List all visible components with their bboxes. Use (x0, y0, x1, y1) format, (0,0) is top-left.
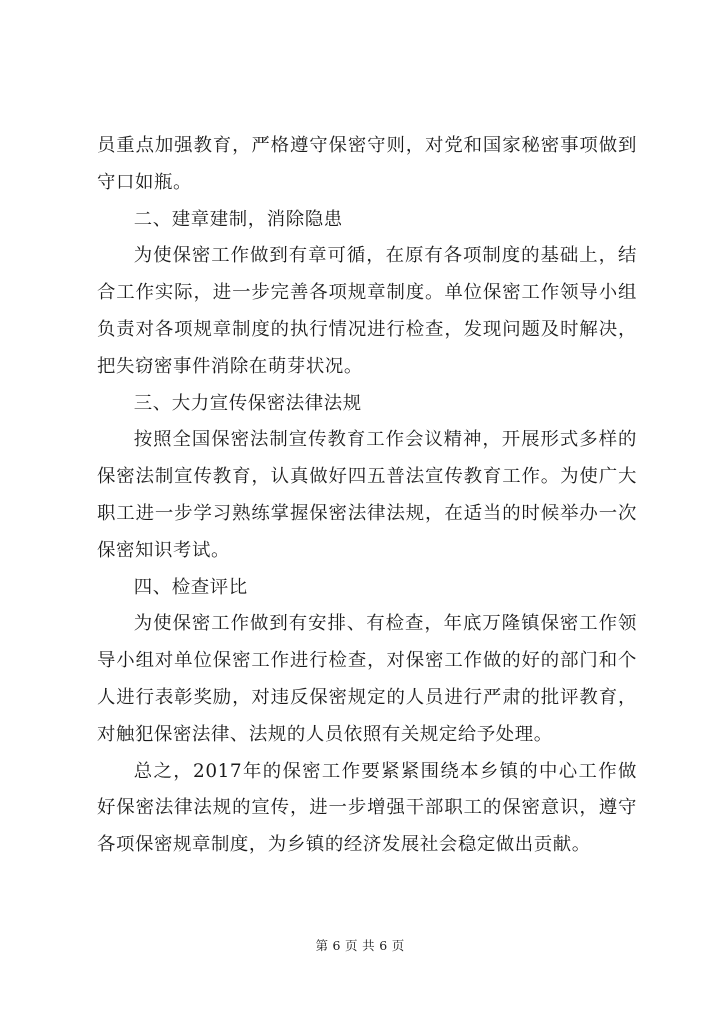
section-heading-3: 三、大力宣传保密法律法规 (133, 392, 362, 414)
section-heading-2: 二、建章建制，消除隐患 (133, 208, 343, 230)
document-body (97, 128, 637, 864)
paragraph-section-4: 为使保密工作做到有安排、有检查，年底万隆镇保密工作领导小组对单位保密工作进行检查，对保密工作做的好的部门和个人进行表彰奖励，对违反保密规定的人员进行严肃的批评教育，对触犯保密法律、法规的人员依照有关规定给予处理。 (97, 613, 637, 745)
paragraph-section-2: 为使保密工作做到有章可循，在原有各项制度的基础上，结合工作实际，进一步完善各项规章制度。单位保密工作领导小组负责对各项规章制度的执行情况进行检查，发现问题及时解决，把失窃密事件消除在萌芽状况。 (97, 245, 637, 377)
section-heading-4: 四、检查评比 (133, 576, 248, 598)
paragraph-conclusion: 总之，2017年的保密工作要紧紧围绕本乡镇的中心工作做好保密法律法规的宣传，进一步增强干部职工的保密意识，遵守各项保密规章制度，为乡镇的经济发展社会稳定做出贡献。 (97, 760, 637, 856)
paragraph-continuation: 员重点加强教育，严格遵守保密守则，对党和国家秘密事项做到守口如瓶。 (97, 135, 637, 193)
paragraph-section-3: 按照全国保密法制宣传教育工作会议精神，开展形式多样的保密法制宣传教育，认真做好四五普法宣传教育工作。为使广大职工进一步学习熟练掌握保密法律法规，在适当的时候举办一次保密知识考试。 (97, 429, 637, 561)
page-number-footer: 第 6 页 共 6 页 (315, 938, 405, 953)
